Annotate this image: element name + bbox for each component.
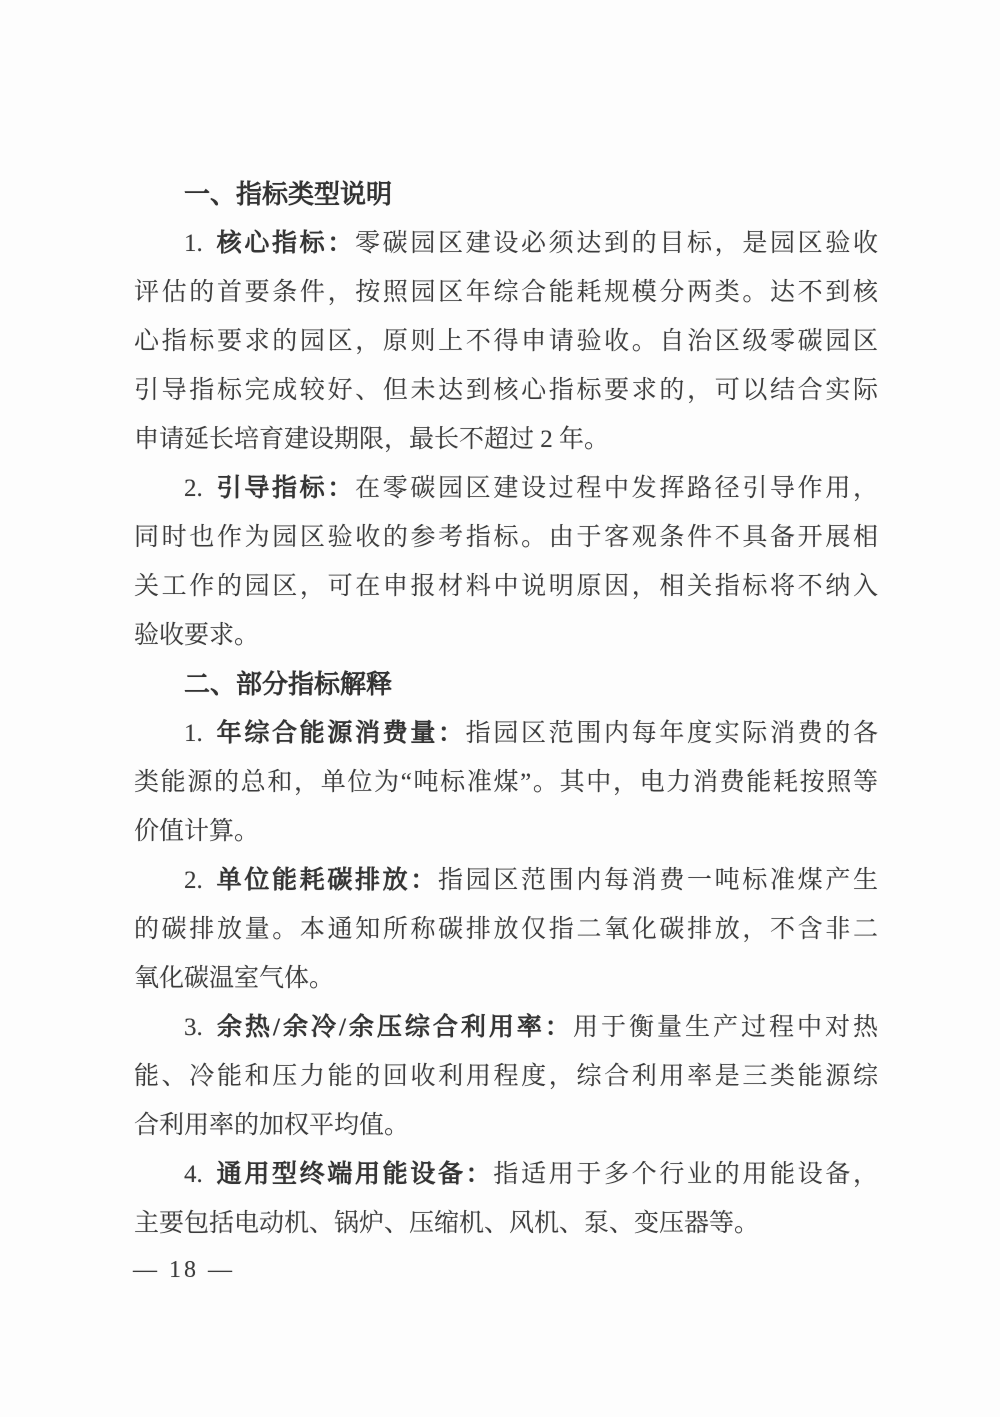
para1-line5: 申请延长培育建设期限，最长不超过 2 年。 [134,426,610,453]
list-number: 3. [184,1014,203,1041]
para2-line3: 关工作的园区，可在申报材料中说明原因，相关指标将不纳入 [134,573,878,600]
para3-line3: 价值计算。 [134,818,260,845]
para1-line2: 评估的首要条件，按照园区年综合能耗规模分两类。达不到核 [134,279,878,306]
list-number: 1. [184,720,203,747]
para4-line1 [134,856,878,905]
line-text: 指园区范围内每年度实际消费的各 [465,720,878,747]
para3-line1 [134,709,878,758]
para6-line2: 主要包括电动机、锅炉、压缩机、风机、泵、变压器等。 [134,1210,760,1237]
para1-line4: 引导指标完成较好、但未达到核心指标要求的，可以结合实际 [134,377,878,404]
para1-line1 [134,219,878,268]
term-general-end-use-equipment: 通用型终端用能设备： [214,1161,494,1188]
term-core-indicator: 核心指标： [214,230,355,257]
section-heading-2: 二、部分指标解释 [184,669,393,699]
term-carbon-per-energy: 单位能耗碳排放： [214,867,438,894]
para3-line2: 类能源的总和，单位为“吨标准煤”。其中，电力消费能耗按照等 [134,769,878,796]
para4-line3: 氧化碳温室气体。 [134,965,335,992]
list-number: 2. [184,475,203,502]
term-waste-heat-utilization: 余热/余冷/余压综合利用率： [214,1014,573,1041]
document-body [134,170,878,1248]
list-number: 1. [184,230,203,257]
line-text: 零碳园区建设必须达到的目标，是园区验收 [355,230,878,257]
para2-line2: 同时也作为园区验收的参考指标。由于客观条件不具备开展相 [134,524,878,551]
para5-line3: 合利用率的加权平均值。 [134,1112,410,1139]
para4-line2: 的碳排放量。本通知所称碳排放仅指二氧化碳排放，不含非二 [134,916,878,943]
term-guiding-indicator: 引导指标： [214,475,355,502]
section-heading-1: 一、指标类型说明 [184,179,393,209]
para5-line1 [134,1003,878,1052]
page-number: — 18 — [133,1257,235,1283]
para1-line3: 心指标要求的园区，原则上不得申请验收。自治区级零碳园区 [134,328,878,355]
line-text: 在零碳园区建设过程中发挥路径引导作用， [355,475,878,502]
line-text: 指园区范围内每消费一吨标准煤产生 [438,867,878,894]
term-annual-energy-consumption: 年综合能源消费量： [214,720,466,747]
para6-line1 [134,1150,878,1199]
para2-line1 [134,464,878,513]
line-text: 用于衡量生产过程中对热 [572,1014,878,1041]
list-number: 4. [184,1161,203,1188]
para2-line4: 验收要求。 [134,622,260,649]
para5-line2: 能、冷能和压力能的回收利用程度，综合利用率是三类能源综 [134,1063,878,1090]
list-number: 2. [184,867,203,894]
line-text: 指适用于多个行业的用能设备， [493,1161,878,1188]
